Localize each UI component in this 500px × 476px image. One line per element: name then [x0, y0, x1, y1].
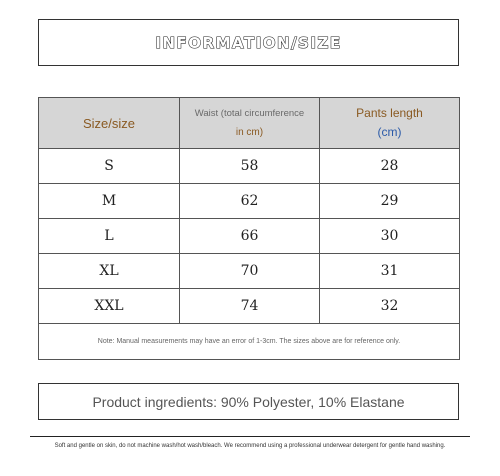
- header-pants-line1: Pants length: [356, 106, 423, 120]
- divider: [30, 436, 470, 437]
- cell-length: 31: [320, 254, 460, 289]
- cell-waist: 70: [180, 254, 320, 289]
- page-title: INFORMATION/SIZE: [155, 33, 342, 52]
- cell-size: S: [39, 149, 180, 184]
- header-pants-length: [320, 98, 460, 149]
- cell-size: M: [39, 184, 180, 219]
- header-waist: [180, 98, 320, 149]
- cell-size: XXL: [39, 289, 180, 324]
- table-row: [39, 289, 460, 324]
- header-size: Size/size: [39, 98, 180, 149]
- care-instructions: Soft and gentle on skin, do not machine wash/hot wash/bleach. We recommend using a professional underwear detergent for gentle hand washing.: [54, 443, 446, 449]
- cell-size: XL: [39, 254, 180, 289]
- cell-length: 28: [320, 149, 460, 184]
- cell-length: 30: [320, 219, 460, 254]
- size-table: [38, 97, 460, 360]
- table-row: [39, 254, 460, 289]
- title-box: [38, 19, 459, 66]
- table-note-row: [39, 324, 460, 360]
- cell-waist: 66: [180, 219, 320, 254]
- table-row: [39, 219, 460, 254]
- cell-length: 29: [320, 184, 460, 219]
- ingredients-box: [38, 383, 459, 420]
- ingredients-text: Product ingredients: 90% Polyester, 10% Elastane: [92, 393, 405, 410]
- cell-waist: 74: [180, 289, 320, 324]
- cell-waist: 62: [180, 184, 320, 219]
- measurement-note: Note: Manual measurements may have an error of 1-3cm. The sizes above are for reference only.: [39, 324, 460, 360]
- table-header-row: [39, 98, 460, 149]
- cell-length: 32: [320, 289, 460, 324]
- table-row: [39, 149, 460, 184]
- header-waist-line1: Waist (total circumference: [194, 108, 305, 119]
- cell-size: L: [39, 219, 180, 254]
- cell-waist: 58: [180, 149, 320, 184]
- header-pants-line2: (cm): [377, 125, 402, 139]
- header-waist-line2: in cm): [235, 127, 264, 138]
- table-row: [39, 184, 460, 219]
